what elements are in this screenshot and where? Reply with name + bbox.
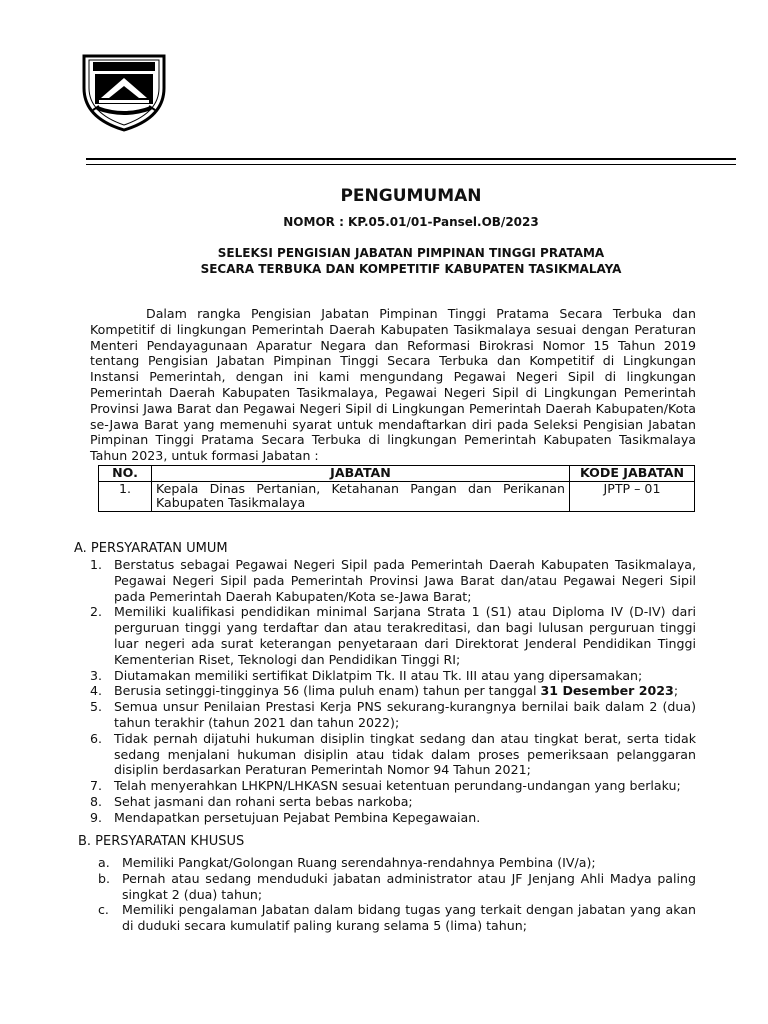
list-item: [90, 810, 696, 826]
cell-no: 1.: [99, 481, 152, 511]
header-rule-thin: [86, 164, 736, 165]
item-text: Sehat jasmani dan rohani serta bebas narkoba;: [114, 793, 413, 809]
item-text: Telah menyerahkan LHKPN/LHKASN sesuai ketentuan perundang-undangan yang berlaku;: [114, 778, 681, 794]
item-number: 6.: [90, 730, 103, 746]
item-text-end: ;: [673, 683, 679, 699]
list-item: [98, 855, 696, 871]
cell-jabatan: Kepala Dinas Pertanian, Ketahanan Pangan dan Perikanan Kabupaten Tasikmalaya: [152, 481, 570, 511]
item-letter: b.: [98, 870, 110, 886]
col-header-kode: KODE JABATAN: [570, 466, 695, 482]
item-number: 5.: [90, 699, 103, 715]
item-text: Memiliki kualifikasi pendidikan minimal Sarjana Strata 1 (S1) atau Diploma IV (D-IV) dari perguruan tinggi yang terdaftar dan atau terakreditasi, dan bagi lulusan perguruan tinggi luar negeri ada surat keterangan penyetaraan dari Direktorat Jenderal Pendidikan Tinggi Kementerian Riset, Teknologi dan Pendidikan Tinggi RI;: [114, 604, 696, 667]
list-item: [90, 794, 696, 810]
intro-paragraph: [90, 306, 696, 464]
item-number: 7.: [90, 778, 103, 794]
item-text: Pernah atau sedang menduduki jabatan administrator atau JF Jenjang Ahli Madya paling singkat 2 (dua) tahun;: [122, 870, 696, 902]
section-a-heading: A. PERSYARATAN UMUM: [74, 541, 228, 556]
section-b-list: [98, 855, 696, 934]
subtitle-line-1: SELEKSI PENGISIAN JABATAN PIMPINAN TINGGI PRATAMA: [217, 246, 605, 260]
subtitle-line-2: SECARA TERBUKA DAN KOMPETITIF KABUPATEN TASIKMALAYA: [200, 262, 622, 276]
list-item: [98, 902, 696, 934]
item-number: 3.: [90, 667, 103, 683]
section-a-list: [90, 557, 696, 826]
document-number: NOMOR : KP.05.01/01-Pansel.OB/2023: [283, 215, 539, 229]
item-text: Tidak pernah dijatuhi hukuman disiplin tingkat sedang dan atau tingkat berat, serta tidak sedang menjalani hukuman disiplin atau tidak dalam proses pemeriksaan pelanggaran disiplin berdasarkan Peraturan Pemerintah Nomor 94 Tahun 2021;: [114, 730, 696, 778]
table-row: [99, 481, 695, 511]
list-item: [90, 778, 696, 794]
list-item: [90, 668, 696, 684]
item-number: 4.: [90, 683, 103, 699]
section-b-heading: B. PERSYARATAN KHUSUS: [78, 834, 245, 849]
item-letter: c.: [98, 902, 109, 918]
list-item: [98, 871, 696, 903]
item-text: Berstatus sebagai Pegawai Negeri Sipil pada Pemerintah Daerah Kabupaten Tasikmalaya, Pegawai Negeri Sipil pada Pemerintah Provinsi Jawa Barat dan/atau Pegawai Negeri Sipil pada Pemerintah Daerah Kabupaten/Kota se-Jawa Barat;: [114, 557, 696, 604]
item-text: Diutamakan memiliki sertifikat Diklatpim Tk. II atau Tk. III atau yang dipersamakan;: [114, 667, 643, 683]
item-text: Berusia setinggi-tingginya 56 (lima puluh enam) tahun per tanggal: [114, 683, 541, 699]
item-number: 1.: [90, 557, 103, 572]
item-text: Semua unsur Penilaian Prestasi Kerja PNS sekurang-kurangnya bernilai baik dalam 2 (dua) tahun terakhir (tahun 2021 dan tahun 2022);: [114, 699, 696, 730]
list-item: [90, 699, 696, 731]
item-text: Memiliki pengalaman Jabatan dalam bidang tugas yang terkait dengan jabatan yang akan di duduki secara kumulatif paling kurang selama 5 (lima) tahun;: [122, 902, 696, 934]
item-number: 2.: [90, 604, 103, 620]
item-letter: a.: [98, 855, 110, 870]
list-item: [90, 557, 696, 604]
item-number: 8.: [90, 793, 103, 809]
item-number: 9.: [90, 809, 103, 825]
cell-kode: JPTP – 01: [570, 481, 695, 511]
list-item: [90, 604, 696, 667]
item-text: Memiliki Pangkat/Golongan Ruang serendahnya-rendahnya Pembina (IV/a);: [122, 855, 596, 870]
list-item: [90, 683, 696, 699]
kabupaten-tasikmalaya-emblem: [79, 48, 169, 132]
page-title: PENGUMUMAN: [340, 186, 482, 206]
col-header-jabatan: JABATAN: [152, 466, 570, 482]
item-date-bold: 31 Desember 2023: [540, 683, 674, 699]
header-rule-thick: [86, 158, 736, 160]
position-table: [98, 465, 695, 512]
item-text: Mendapatkan persetujuan Pejabat Pembina Kepegawaian.: [114, 809, 481, 825]
list-item: [90, 731, 696, 778]
col-header-no: NO.: [99, 466, 152, 482]
table-header-row: [99, 466, 695, 482]
intro-text: Dalam rangka Pengisian Jabatan Pimpinan Tinggi Pratama Secara Terbuka dan Kompetitif di lingkungan Pemerintah Daerah Kabupaten Tasikmalaya sesuai dengan Peraturan Menteri Pendayagunaan Aparatur Negara dan Reformasi Birokrasi Nomor 15 Tahun 2019 tentang Pengisian Jabatan Pimpinan Tinggi Secara Terbuka dan Kompetitif di Lingkungan Instansi Pemerintah, dengan ini kami mengundang Pegawai Negeri Sipil di lingkungan Pemerintah Daerah Kabupaten Tasikmalaya, Pegawai Negeri Sipil di Lingkungan Pemerintah Provinsi Jawa Barat dan Pegawai Negeri Sipil di Lingkungan Pemerintah Daerah Kabupaten/Kota se-Jawa Barat yang memenuhi syarat untuk mendaftarkan diri pada Seleksi Pengisian Jabatan Pimpinan Tinggi Pratama Secara Terbuka di lingkungan Pemerintah Kabupaten Tasikmalaya Tahun 2023, untuk formasi Jabatan :: [90, 306, 696, 464]
